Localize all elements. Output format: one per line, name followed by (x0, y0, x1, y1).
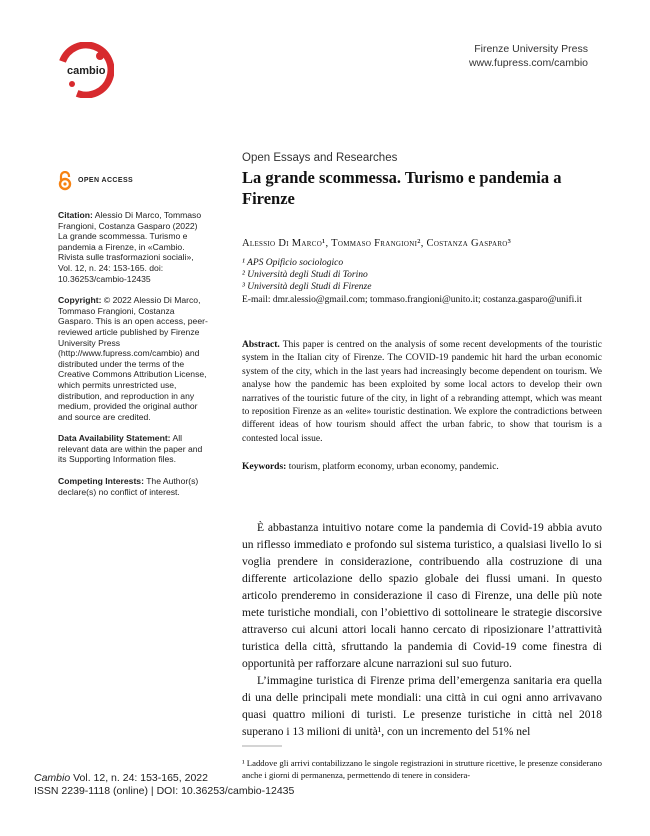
journal-citation (34, 772, 294, 785)
keywords-label: Keywords: (242, 462, 287, 472)
keywords-text: tourism, platform economy, urban economy, pandemic. (288, 462, 499, 472)
competing-interests-text: The Author(s) declare(s) no conflict of interest. (58, 476, 199, 497)
open-access-icon (58, 171, 72, 191)
publisher-info (469, 42, 588, 70)
author-list: Alessio Di Marco¹, Tommaso Frangioni², Costanza Gasparo³ (242, 238, 512, 249)
copyright-text: © 2022 Alessio Di Marco, Tommaso Frangioni, Costanza Gasparo. This is an open access, peer-reviewed article published by Firenze University Press (http://www.fupress.com/cambio) and distributed under the terms of the Creative Commons Attribution License, which permits unrestricted use, distribution, and reproduction in any medium, provided the original author and source are credited. (58, 295, 208, 422)
abstract-text: This paper is centred on the analysis of some recent developments of the touristic system in the Italian city of Firenze. The COVID-19 pandemic hit hard the urban economic system of the city, which in the last years had increasingly become dependent on tourism. We analyse how the pandemic has been exploited by some local actors to develop their own narratives of the touristic future of the city, in light of a rebranding attempt, which was meant to reposition Firenze as an «elite» touristic destination. We explore the contradictions between different ideas of how tourism should affect the urban fabric, to show that tourism is a contested local issue. (242, 340, 602, 444)
press-name: Firenze University Press (474, 43, 588, 55)
cambio-logo (58, 42, 114, 98)
article-title: La grande scommessa. Turismo e pandemia a Firenze (242, 168, 562, 208)
author-emails: E-mail: dmr.alessio@gmail.com; tommaso.frangioni@unito.it; costanza.gasparo@unifi.it (242, 295, 582, 305)
citation-label: Citation: (58, 210, 93, 220)
citation-text: Alessio Di Marco, Tommaso Frangioni, Costanza Gasparo (2022) La grande scommessa. Turismo e pandemia a Firenze, in «Cambio. Rivista sulle trasformazioni sociali», Vol. 12, n. 24: 153-165. doi: 10.36253/cambio-12435 (58, 210, 202, 284)
press-url[interactable]: www.fupress.com/cambio (468, 57, 588, 69)
keywords (242, 462, 602, 472)
open-access-badge (58, 171, 208, 193)
paragraph-2: L’immagine turistica di Firenze prima dell’emergenza sanitaria era quella di una delle principali mete mondiali: una città in cui ogni anno arrivavano quasi quattro milioni di turisti. Le presenze turistiche in città nel 2018 superano i 13 milioni di unità¹, con un incremento del 51% nel (242, 675, 602, 738)
competing-interests-block (58, 476, 208, 497)
sidebar-metadata (58, 210, 208, 508)
section-label: Open Essays and Researches (242, 152, 398, 164)
paragraph-1: È abbastanza intuitivo notare come la pandemia di Covid-19 abbia avuto un riflesso immediato e profondo sul sistema turistico, a qualsiasi livello lo si voglia prendere in considerazione, contribuendo alla costruzione di una differente articolazione dello spazio globale dei flussi umani. In questo articolo prenderemo in considerazione il caso di Firenze, una delle più note mete turistiche mondiali, con l’obiettivo di sottolineare le strategie discorsive attraverso cui alcuni attori locali hanno cercato di riposizionare l’attrattività turistica della città, sfruttando la pandemia di Covid-19 come finestra di opportunità per rafforzare alcune narrazioni sul suo futuro. (242, 522, 602, 670)
journal-name: Cambio (34, 772, 71, 784)
data-availability-block (58, 433, 208, 465)
data-availability-text: All relevant data are within the paper and its Supporting Information files. (58, 433, 203, 465)
citation-block (58, 210, 208, 284)
open-access-label: OPEN ACCESS (78, 177, 134, 184)
affiliation-2: ² Università degli Studi di Torino (242, 270, 368, 280)
competing-interests-label: Competing Interests: (58, 476, 144, 487)
page-footer (34, 772, 294, 798)
article-body (242, 520, 602, 741)
footnote-1: ¹ Laddove gli arrivi contabilizzano le singole registrazioni in strutture ricettive, le presenze considerano anche i giorni di permanenza, permettendo di tenere in considera- (242, 758, 602, 780)
affiliation-3: ³ Università degli Studi di Firenze (242, 282, 372, 292)
logo-text: cambio (67, 65, 106, 77)
issn-doi: ISSN 2239-1118 (online) | DOI: 10.36253/cambio-12435 (34, 785, 295, 797)
data-availability-label: Data Availability Statement: (58, 433, 171, 444)
abstract (242, 339, 602, 446)
affiliations (242, 257, 371, 293)
copyright-label: Copyright: (58, 295, 102, 306)
affiliation-1: ¹ APS Opificio sociologico (242, 258, 344, 268)
copyright-block (58, 295, 208, 422)
footnote-rule (242, 745, 282, 747)
abstract-label: Abstract. (242, 340, 280, 350)
journal-volume: Vol. 12, n. 24: 153-165, 2022 (73, 772, 208, 784)
